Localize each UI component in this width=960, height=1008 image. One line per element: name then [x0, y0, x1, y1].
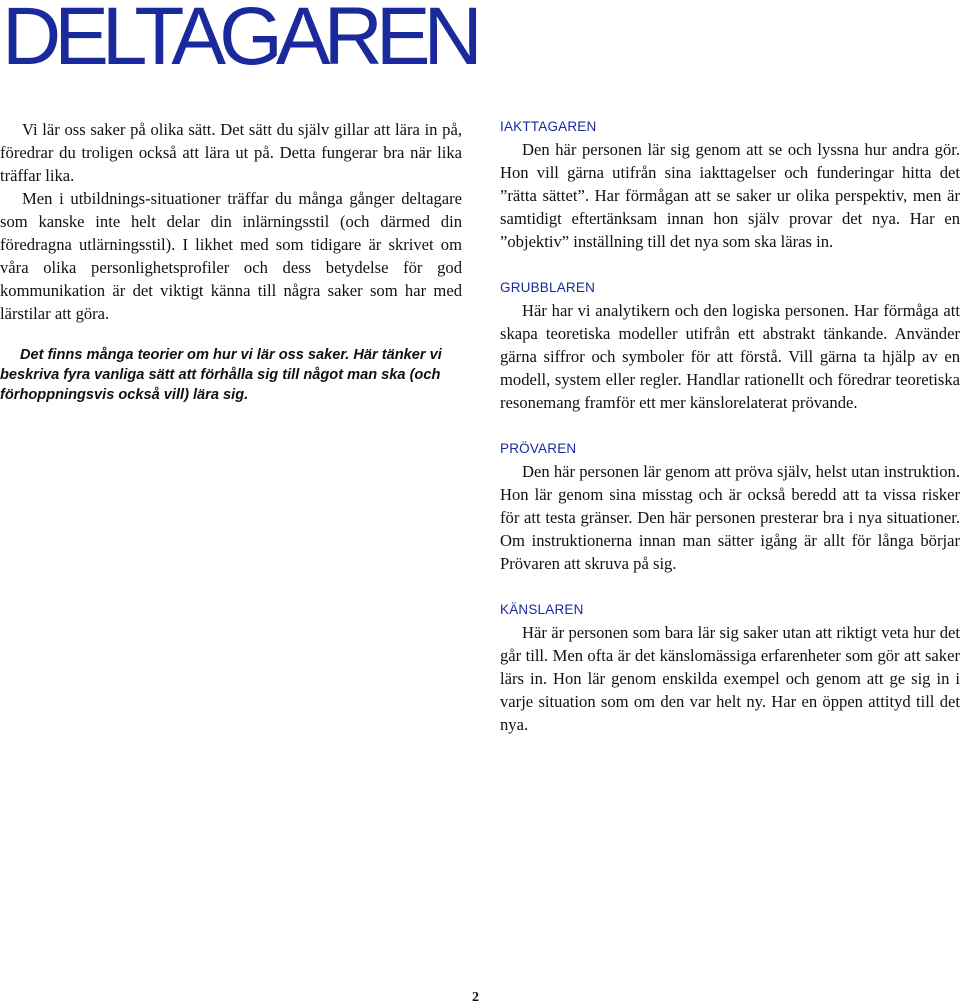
learning-styles-column	[500, 118, 960, 762]
intro-emphasis-paragraph: Det finns många teorier om hur vi lär oss saker. Här tänker vi beskriva fyra vanliga sätt att förhålla sig till något man ska (och förhoppningsvis också vill) lära sig.	[0, 347, 442, 403]
section-heading: KÄNSLAREN	[500, 602, 584, 617]
section-heading: GRUBBLAREN	[500, 280, 596, 295]
page-number: 2	[472, 990, 479, 1005]
section-text: Här är personen som bara lär sig saker utan att riktigt veta hur det går till. Men ofta är det känslomässiga erfarenheter som gör att saker lärs in. Hon lär genom enskilda exempel och genom att ge sig in i varje situation som om den var helt ny. Har en öppen attityd till det nya.	[500, 623, 960, 734]
page-title: DELTAGAREN	[2, 0, 476, 82]
section-provaren	[500, 440, 960, 575]
section-text: Den här personen lär genom att pröva själv, helst utan instruktion. Hon lär genom sina misstag och är också beredd att ta vissa risker för att testa gränser. Den här personen presterar bra i nya situationer. Om instruktionerna innan man sätter igång är allt för långa börjar Prövaren att skruva på sig.	[500, 462, 960, 573]
section-text: Den här personen lär sig genom att se och lyssna hur andra gör. Hon vill gärna utifrån sina iakttagelser och funderingar hitta det ”rätta sättet”. Har förmågan att se saker ur olika perspektiv, men är samtidigt eftertänksam innan hon själv provar det nya. Har en ”objektiv” inställning till det nya som ska läras in.	[500, 140, 960, 251]
intro-paragraph-1: Vi lär oss saker på olika sätt. Det sätt du själv gillar att lära in på, föredrar du troligen också att lära ut på. Detta fungerar bra när lika träffar lika.	[0, 120, 462, 185]
intro-column	[0, 118, 462, 405]
section-text: Här har vi analytikern och den logiska personen. Har förmåga att skapa teoretiska modeller utifrån ett abstrakt tänkande. Använder gärna siffror och symboler för att förstå. Vill gärna ta hjälp av en modell, system eller regler. Handlar rationellt och föredrar teoretiska resonemang framför ett mer känslorelaterat prövande.	[500, 301, 960, 412]
section-grubblaren	[500, 279, 960, 414]
section-heading: IAKTTAGAREN	[500, 119, 597, 134]
intro-paragraph-2: Men i utbildnings-situationer träffar du många gånger deltagare som kanske inte helt delar din inlärningsstil (och därmed din föredragna utlärningsstil). I likhet med som tidigare är skrivet om våra olika personlighetsprofiler och dess betydelse för god kommunikation är det viktigt känna till några saker som har med lärstilar att göra.	[0, 189, 462, 323]
section-kanslaren	[500, 601, 960, 736]
section-iakttagaren	[500, 118, 960, 253]
section-heading: PRÖVAREN	[500, 441, 577, 456]
